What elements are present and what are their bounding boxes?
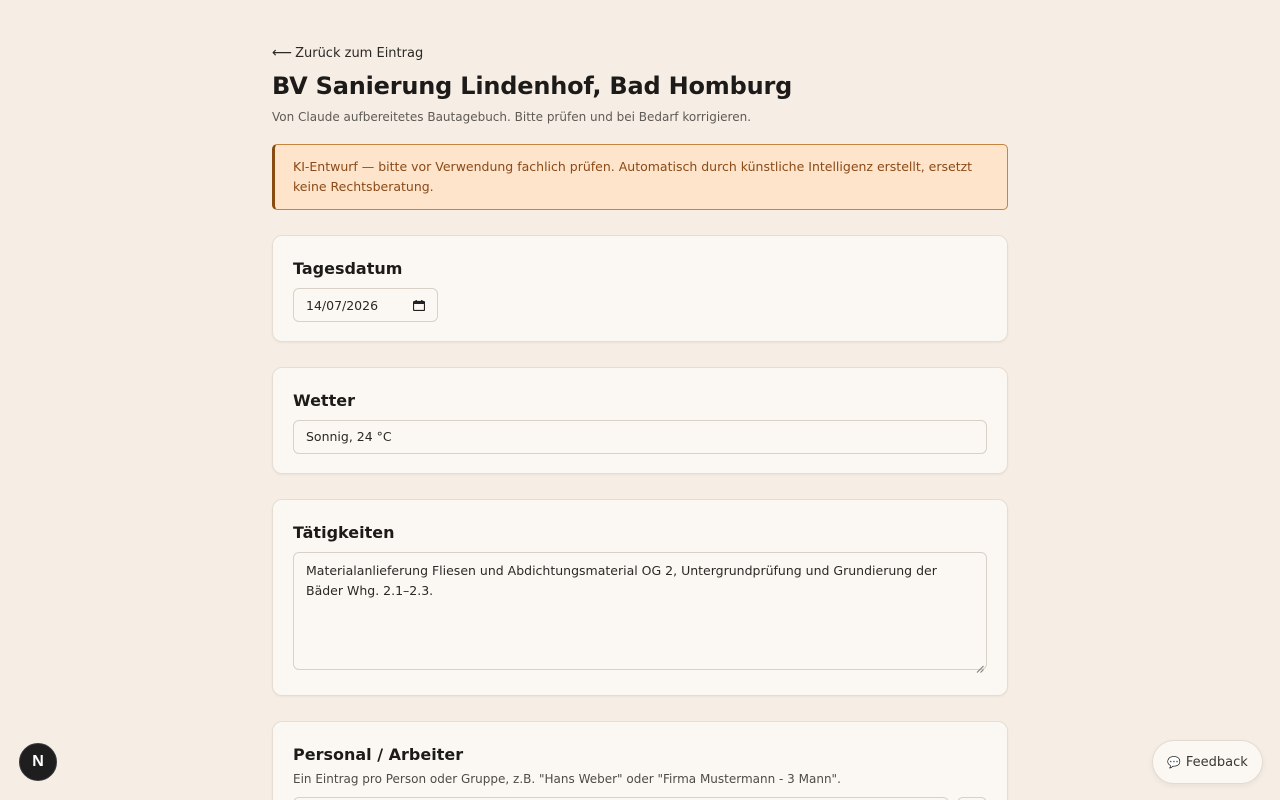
dev-tools-badge-label: N [32, 753, 44, 770]
weather-input-value: Sonnig, 24 °C [306, 429, 392, 444]
weather-input[interactable] [293, 420, 987, 454]
date-input-value: 14/07/2026 [306, 297, 379, 313]
ai-draft-notice [272, 144, 1008, 210]
personnel-card-title: Personal / Arbeiter [293, 745, 464, 764]
feedback-button[interactable] [1152, 740, 1263, 784]
date-input[interactable] [293, 288, 438, 322]
page-subtitle: Von Claude aufbereitetes Bautagebuch. Bitte prüfen und bei Bedarf korrigieren. [272, 110, 752, 124]
activities-card-title: Tätigkeiten [293, 523, 395, 542]
speech-bubble-icon: 💬 [1167, 755, 1181, 769]
back-link-label: Zurück zum Eintrag [295, 45, 424, 61]
activities-card [272, 499, 1008, 696]
personnel-card [272, 721, 1008, 800]
resize-handle-icon[interactable] [976, 659, 984, 667]
page-title: BV Sanierung Lindenhof, Bad Homburg [272, 72, 793, 100]
date-card-title: Tagesdatum [293, 259, 403, 278]
arrow-left-icon: ⟵ [272, 45, 293, 61]
weather-card [272, 367, 1008, 474]
activities-textarea[interactable] [293, 552, 987, 670]
activities-textarea-value: Materialanlieferung Fliesen und Abdichtungsmaterial OG 2, Untergrundprüfung und Grundierung der Bäder Whg. 2.1–2.3. [306, 563, 937, 598]
date-card [272, 235, 1008, 342]
calendar-icon[interactable] [413, 300, 425, 311]
personnel-help-text: Ein Eintrag pro Person oder Gruppe, z.B. "Hans Weber" oder "Firma Mustermann - 3 Mann". [293, 772, 841, 786]
dev-tools-badge[interactable] [19, 743, 57, 781]
weather-card-title: Wetter [293, 391, 355, 410]
ai-draft-notice-text: KI-Entwurf — bitte vor Verwendung fachlich prüfen. Automatisch durch künstliche Intelligenz erstellt, ersetzt keine Rechtsberatung. [293, 159, 973, 194]
feedback-button-label: Feedback [1185, 754, 1248, 770]
back-link[interactable] [272, 45, 423, 61]
